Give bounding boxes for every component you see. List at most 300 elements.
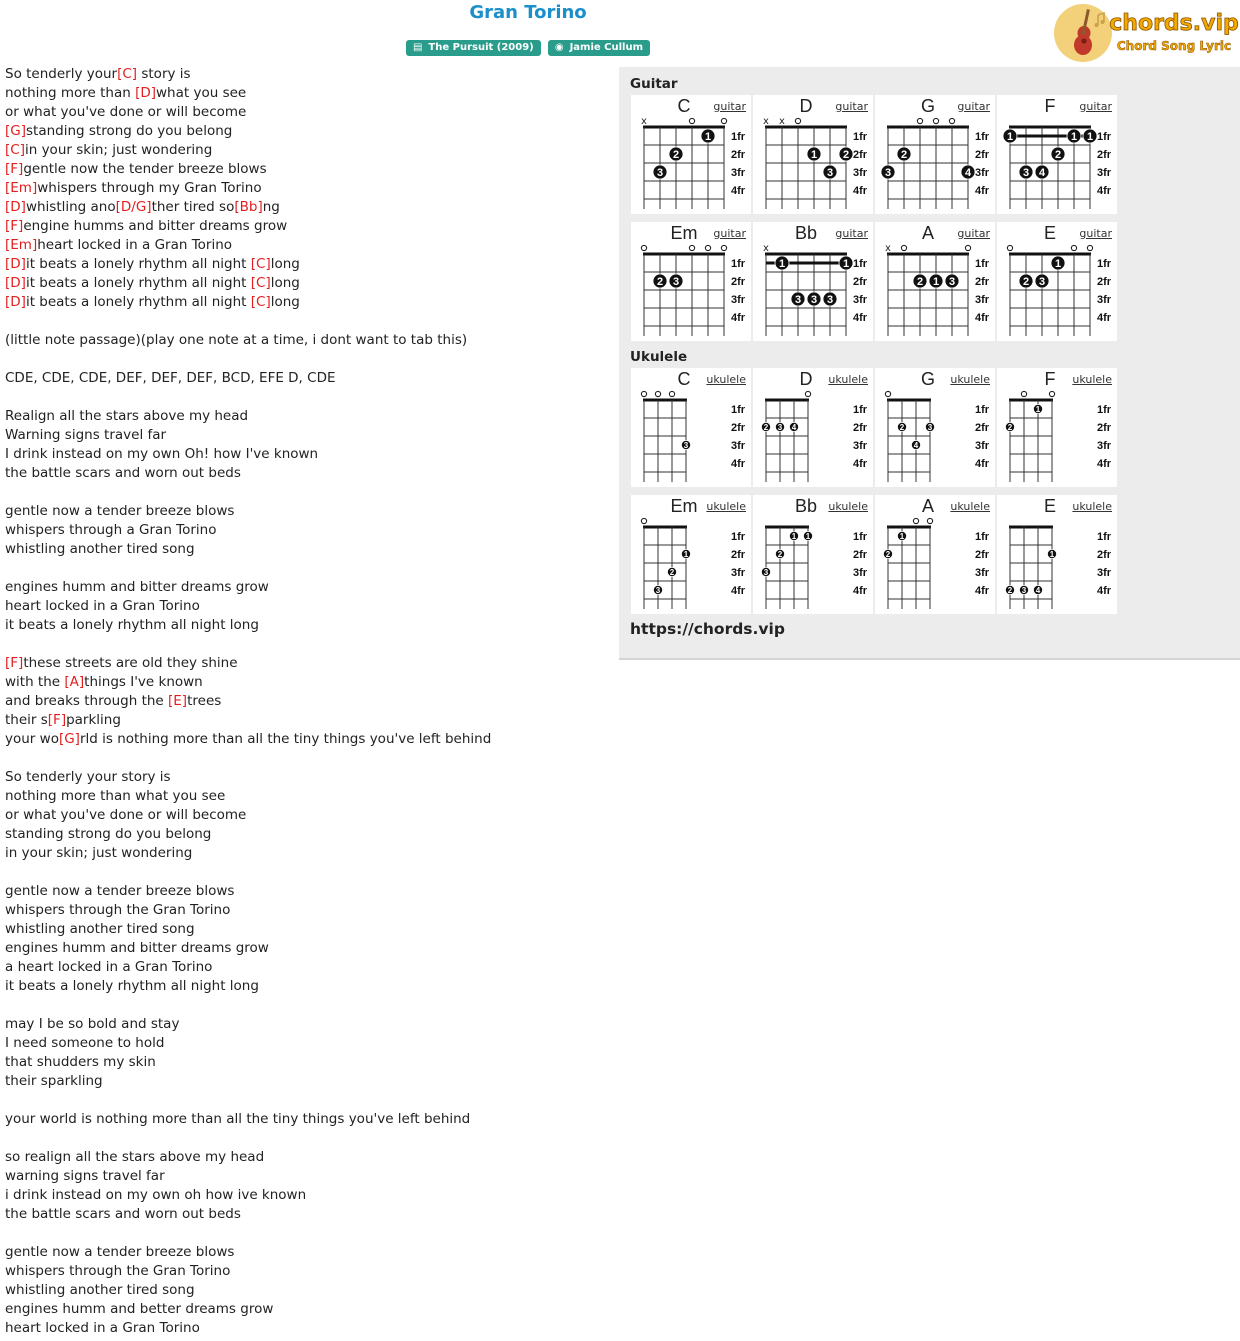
lyric-line	[5, 939, 491, 958]
guitar-link[interactable]: guitar	[957, 100, 990, 113]
lyric-line	[5, 179, 491, 198]
finger-number: 2	[669, 568, 675, 577]
open-string-marker	[901, 245, 906, 250]
ukulele-chord-e[interactable]	[997, 495, 1117, 614]
lyric-line	[5, 369, 491, 388]
guitar-chord-bb[interactable]	[753, 222, 873, 341]
fret-label: 1fr	[975, 131, 990, 143]
lyric-line	[5, 521, 491, 540]
lyric-line	[5, 977, 491, 996]
lyric-line	[5, 464, 491, 483]
lyric-line	[5, 1205, 491, 1224]
finger-number: 1	[810, 149, 818, 161]
fret-label: 2fr	[731, 149, 746, 161]
lyric-text: engines humm and better dreams grow	[5, 1301, 274, 1317]
fret-label: 1fr	[975, 258, 990, 270]
ukulele-chord-d[interactable]	[753, 368, 873, 487]
lyric-text: whispers through the Gran Torino	[5, 902, 231, 918]
lyric-text: long	[270, 256, 300, 272]
finger-number: 2	[842, 149, 850, 161]
chord-diagram	[875, 495, 995, 614]
ukulele-chord-a[interactable]	[875, 495, 995, 614]
fret-label: 2fr	[853, 276, 868, 288]
lyric-line	[5, 597, 491, 616]
chord-name: F	[1044, 96, 1056, 116]
finger-number: 1	[683, 550, 689, 559]
guitar-chord-f[interactable]	[997, 95, 1117, 214]
guitar-chord-c[interactable]	[631, 95, 751, 214]
lyric-line	[5, 350, 491, 369]
guitar-chord-a[interactable]	[875, 222, 995, 341]
finger-number: 4	[791, 423, 797, 432]
chord-marker[interactable]: [D]	[5, 199, 26, 215]
chord-diagram	[875, 222, 995, 341]
chord-name: E	[1043, 496, 1056, 516]
lyric-text: it beats a lonely rhythm all night	[25, 275, 251, 291]
lyric-text: their sparkling	[5, 1073, 103, 1089]
fret-label: 2fr	[975, 149, 990, 161]
fret-label: 1fr	[731, 258, 746, 270]
lyric-line	[5, 483, 491, 502]
chord-marker[interactable]: [F]	[47, 712, 67, 728]
lyric-line	[5, 920, 491, 939]
lyric-line	[5, 1015, 491, 1034]
chord-diagram	[631, 95, 751, 214]
chord-diagram	[997, 495, 1117, 614]
fret-label: 1fr	[1097, 404, 1112, 416]
lyric-line	[5, 407, 491, 426]
lyric-text: So tenderly your story is	[5, 769, 171, 785]
finger-number: 3	[927, 423, 933, 432]
lyric-text: gentle now the tender breeze blows	[23, 161, 267, 177]
ukulele-heading: Ukulele	[630, 349, 688, 365]
fret-label: 1fr	[1097, 131, 1112, 143]
fret-label: 2fr	[1097, 149, 1112, 161]
fret-label: 3fr	[1097, 567, 1112, 579]
chord-name: E	[1043, 223, 1056, 243]
lyric-line	[5, 1034, 491, 1053]
finger-number: 4	[964, 167, 972, 179]
lyric-text: these streets are old they shine	[23, 655, 238, 671]
open-string-marker	[1071, 245, 1076, 250]
lyric-text: your world is nothing more than all the tiny things you've left behind	[5, 1111, 471, 1127]
lyric-text: CDE, CDE, CDE, DEF, DEF, DEF, BCD, EFE D, CDE	[5, 370, 336, 386]
fret-label: 4fr	[731, 458, 746, 470]
open-string-marker	[1049, 391, 1054, 396]
lyric-line	[5, 844, 491, 863]
site-url[interactable]: https://chords.vip	[630, 620, 785, 638]
album-label: The Pursuit (2009)	[428, 42, 534, 53]
chord-marker[interactable]: [D/G]	[115, 199, 152, 215]
lyric-text: in your skin; just wondering	[24, 142, 213, 158]
lyric-text: whispers through the Gran Torino	[5, 1263, 231, 1279]
finger-number: 1	[704, 131, 712, 143]
lyric-line	[5, 1091, 491, 1110]
fret-label: 2fr	[975, 422, 990, 434]
logo-sub-text: Chord Song Lyric	[1116, 39, 1232, 53]
lyric-text: things I've known	[84, 674, 203, 690]
ukulele-link[interactable]: ukulele	[706, 500, 746, 513]
ukulele-link[interactable]: ukulele	[706, 373, 746, 386]
chord-marker[interactable]: [E]	[168, 693, 188, 709]
chord-name: Bb	[794, 496, 818, 516]
fret-label: 3fr	[1097, 294, 1112, 306]
lyric-text: nothing more than what you see	[5, 788, 226, 804]
lyric-line	[5, 1148, 491, 1167]
finger-number: 1	[805, 532, 811, 541]
chord-marker[interactable]: [Em]	[5, 237, 38, 253]
finger-number: 3	[672, 276, 680, 288]
lyric-text: gentle now a tender breeze blows	[5, 883, 235, 899]
finger-number: 4	[913, 441, 919, 450]
ukulele-chord-bb[interactable]	[753, 495, 873, 614]
open-string-marker	[655, 391, 660, 396]
album-badge[interactable]	[406, 40, 541, 56]
lyric-line	[5, 312, 491, 331]
muted-string-marker: x	[779, 116, 785, 127]
guitar-link[interactable]: guitar	[1079, 100, 1112, 113]
fret-label: 2fr	[975, 276, 990, 288]
ukulele-chord-em[interactable]	[631, 495, 751, 614]
chord-diagram	[997, 95, 1117, 214]
lyric-text: trees	[187, 693, 222, 709]
user-icon: ◉	[554, 42, 564, 53]
fret-label: 3fr	[975, 167, 990, 179]
fret-label: 3fr	[853, 440, 868, 452]
lyric-text: whistling another tired song	[5, 541, 195, 557]
fret-label: 4fr	[853, 585, 868, 597]
lyric-line	[5, 65, 491, 84]
chord-diagram	[631, 222, 751, 341]
lyric-line	[5, 84, 491, 103]
chord-marker[interactable]: [C]	[5, 142, 25, 158]
finger-number: 1	[1070, 131, 1078, 143]
chord-marker[interactable]: [F]	[5, 218, 24, 234]
open-string-marker	[917, 118, 922, 123]
guitar-chord-e[interactable]	[997, 222, 1117, 341]
finger-number: 1	[842, 258, 850, 270]
chord-diagram	[753, 368, 873, 487]
lyric-text: Warning signs travel far	[5, 427, 167, 443]
fret-label: 4fr	[975, 312, 990, 324]
lyric-line	[5, 559, 491, 578]
lyric-line	[5, 1281, 491, 1300]
guitar-chord-em[interactable]	[631, 222, 751, 341]
chord-name: A	[921, 223, 934, 243]
lyric-line	[5, 901, 491, 920]
lyric-line	[5, 958, 491, 977]
finger-number: 3	[655, 586, 661, 595]
lyric-line	[5, 1243, 491, 1262]
finger-number: 1	[1086, 131, 1094, 143]
fret-label: 3fr	[731, 440, 746, 452]
muted-string-marker: x	[641, 116, 647, 127]
ukulele-chord-f[interactable]	[997, 368, 1117, 487]
chord-name: D	[799, 369, 813, 389]
lyric-text: ther tired so	[151, 199, 235, 215]
lyric-line	[5, 806, 491, 825]
chord-name: A	[921, 496, 934, 516]
open-string-marker	[641, 518, 646, 523]
chord-marker[interactable]: [Bb]	[234, 199, 263, 215]
fret-label: 1fr	[975, 404, 990, 416]
finger-number: 3	[656, 167, 664, 179]
finger-number: 1	[899, 532, 905, 541]
lyric-text: rld is nothing more than all the tiny things you've left behind	[79, 731, 492, 747]
finger-number: 1	[1035, 405, 1041, 414]
ukulele-link[interactable]: ukulele	[950, 500, 990, 513]
lyric-line	[5, 103, 491, 122]
chord-marker[interactable]: [C]	[250, 294, 271, 310]
open-string-marker	[721, 245, 726, 250]
lyric-text: their s	[5, 712, 48, 728]
lyric-text: your wo	[5, 731, 59, 747]
lyric-text: long	[270, 294, 300, 310]
chord-name: Em	[670, 496, 698, 516]
chord-marker[interactable]: [D]	[5, 256, 26, 272]
ukulele-link[interactable]: ukulele	[828, 373, 868, 386]
lyric-line	[5, 388, 491, 407]
fret-label: 1fr	[853, 131, 868, 143]
fret-label: 3fr	[1097, 440, 1112, 452]
lyrics-block	[5, 65, 491, 1338]
open-string-marker	[689, 245, 694, 250]
open-string-marker	[965, 245, 970, 250]
ukulele-link[interactable]: ukulele	[828, 500, 868, 513]
finger-number: 2	[1007, 423, 1013, 432]
fret-label: 3fr	[853, 167, 868, 179]
lyric-text: whistling ano	[25, 199, 116, 215]
finger-number: 3	[826, 167, 834, 179]
open-string-marker	[721, 118, 726, 123]
finger-number: 3	[810, 294, 818, 306]
chord-marker[interactable]: [G]	[5, 123, 26, 139]
chord-name: Bb	[794, 223, 818, 243]
lyric-text: whistling another tired song	[5, 1282, 195, 1298]
finger-number: 1	[791, 532, 797, 541]
chord-diagram	[997, 222, 1117, 341]
lyric-text: gentle now a tender breeze blows	[5, 1244, 235, 1260]
open-string-marker	[927, 518, 932, 523]
chord-marker[interactable]: [F]	[5, 655, 24, 671]
lyric-text: it beats a lonely rhythm all night long	[5, 617, 259, 633]
chord-name: Em	[670, 223, 698, 243]
lyric-line	[5, 654, 491, 673]
chord-marker[interactable]: [C]	[117, 66, 138, 82]
finger-number: 2	[777, 550, 783, 559]
lyric-text: in your skin; just wondering	[5, 845, 193, 861]
lyric-line	[5, 1300, 491, 1319]
badge-row	[0, 35, 1056, 56]
chord-marker[interactable]: [A]	[64, 674, 85, 690]
guitar-link[interactable]: guitar	[1079, 227, 1112, 240]
lyric-text: whistling another tired song	[5, 921, 195, 937]
lyric-line	[5, 274, 491, 293]
artist-badge[interactable]	[548, 40, 650, 56]
ukulele-link[interactable]: ukulele	[1072, 373, 1112, 386]
muted-string-marker: x	[763, 243, 769, 254]
lyric-text: engine humms and bitter dreams grow	[23, 218, 288, 234]
finger-number: 2	[763, 423, 769, 432]
chord-marker[interactable]: [Em]	[5, 180, 38, 196]
fret-label: 1fr	[853, 258, 868, 270]
fret-label: 4fr	[853, 312, 868, 324]
lyric-text: story is	[137, 66, 191, 82]
lyric-line	[5, 502, 491, 521]
chord-marker[interactable]: [C]	[250, 275, 271, 291]
lyric-line	[5, 331, 491, 350]
lyric-line	[5, 635, 491, 654]
lyric-line	[5, 1262, 491, 1281]
song-title: Gran Torino	[469, 2, 587, 23]
lyric-line	[5, 236, 491, 255]
open-string-marker	[1021, 391, 1026, 396]
lyric-text: or what you've done or will become	[5, 807, 247, 823]
lyric-line	[5, 787, 491, 806]
ukulele-chord-c[interactable]	[631, 368, 751, 487]
finger-number: 3	[948, 276, 956, 288]
guitar-chord-d[interactable]	[753, 95, 873, 214]
book-icon: ▤	[412, 42, 423, 53]
chord-diagram	[631, 368, 751, 487]
guitar-link[interactable]: guitar	[713, 227, 746, 240]
chord-name: F	[1044, 369, 1056, 389]
finger-number: 1	[1049, 550, 1055, 559]
lyric-text: it beats a lonely rhythm all night	[25, 294, 251, 310]
fret-label: 4fr	[1097, 312, 1112, 324]
lyric-text: the battle scars and worn out beds	[5, 465, 241, 481]
fret-label: 2fr	[853, 149, 868, 161]
chord-diagram	[753, 95, 873, 214]
open-string-marker	[933, 118, 938, 123]
open-string-marker	[913, 518, 918, 523]
lyric-text: whispers through a Gran Torino	[5, 522, 217, 538]
fret-label: 4fr	[1097, 458, 1112, 470]
lyric-line	[5, 825, 491, 844]
finger-number: 3	[884, 167, 892, 179]
finger-number: 3	[1038, 276, 1046, 288]
lyric-line	[5, 1224, 491, 1243]
lyric-text: warning signs travel far	[5, 1168, 165, 1184]
finger-number: 2	[1007, 586, 1013, 595]
lyric-line	[5, 1053, 491, 1072]
lyric-line	[5, 1186, 491, 1205]
lyric-line	[5, 445, 491, 464]
ukulele-link[interactable]: ukulele	[950, 373, 990, 386]
fret-label: 2fr	[1097, 549, 1112, 561]
lyric-line	[5, 217, 491, 236]
ukulele-chord-g[interactable]	[875, 368, 995, 487]
lyric-text: with the	[5, 674, 65, 690]
chord-marker[interactable]: [D]	[5, 294, 26, 310]
open-string-marker	[949, 118, 954, 123]
chord-panel	[619, 67, 1240, 660]
lyric-text: nothing more than	[5, 85, 136, 101]
finger-number: 1	[1006, 131, 1014, 143]
fret-label: 4fr	[1097, 585, 1112, 597]
fret-label: 3fr	[853, 294, 868, 306]
fret-label: 2fr	[853, 549, 868, 561]
lyric-text: standing strong do you belong	[26, 123, 233, 139]
finger-number: 2	[916, 276, 924, 288]
lyric-text: So tenderly your	[5, 66, 118, 82]
finger-number: 3	[777, 423, 783, 432]
guitar-chord-g[interactable]	[875, 95, 995, 214]
artist-label: Jamie Cullum	[569, 42, 644, 53]
fret-label: 4fr	[853, 458, 868, 470]
open-string-marker	[805, 391, 810, 396]
lyric-text: heart locked in a Gran Torino	[37, 237, 233, 253]
lyric-line	[5, 882, 491, 901]
chord-name: G	[920, 369, 935, 389]
lyric-text: I need someone to hold	[5, 1035, 165, 1051]
chord-marker[interactable]: [F]	[5, 161, 24, 177]
lyric-text: whispers through my Gran Torino	[37, 180, 262, 196]
fret-label: 1fr	[853, 531, 868, 543]
lyric-text: (little note passage)(play one note at a time, i dont want to tab this)	[5, 332, 468, 348]
lyric-line	[5, 711, 491, 730]
lyric-text: Realign all the stars above my head	[5, 408, 249, 424]
chord-marker[interactable]: [C]	[250, 256, 271, 272]
logo-graphic	[1053, 3, 1240, 63]
lyric-line	[5, 1072, 491, 1091]
fret-label: 1fr	[1097, 531, 1112, 543]
lyric-line	[5, 540, 491, 559]
open-string-marker	[885, 391, 890, 396]
finger-number: 4	[1038, 167, 1046, 179]
chord-marker[interactable]: [G]	[58, 731, 80, 747]
fret-label: 4fr	[975, 458, 990, 470]
lyric-line	[5, 673, 491, 692]
lyric-line	[5, 768, 491, 787]
lyric-text: and breaks through the	[5, 693, 169, 709]
finger-number: 1	[932, 276, 940, 288]
fret-label: 3fr	[1097, 167, 1112, 179]
lyric-text: parkling	[66, 712, 121, 728]
lyric-line	[5, 996, 491, 1015]
chord-marker[interactable]: [D]	[135, 85, 157, 101]
finger-number: 2	[899, 423, 905, 432]
lyric-line	[5, 426, 491, 445]
lyric-text: so realign all the stars above my head	[5, 1149, 265, 1165]
guitar-link[interactable]: guitar	[957, 227, 990, 240]
lyric-line	[5, 160, 491, 179]
guitar-link[interactable]: guitar	[835, 100, 868, 113]
lyric-text: or what you've done or will become	[5, 104, 247, 120]
chord-name: C	[677, 369, 691, 389]
finger-number: 3	[763, 568, 769, 577]
site-logo[interactable]	[1053, 3, 1240, 63]
fret-label: 1fr	[731, 531, 746, 543]
guitar-link[interactable]: guitar	[835, 227, 868, 240]
finger-number: 2	[900, 149, 908, 161]
chord-diagram	[997, 368, 1117, 487]
finger-number: 4	[1035, 586, 1041, 595]
chord-name: D	[799, 96, 813, 116]
ukulele-link[interactable]: ukulele	[1072, 500, 1112, 513]
finger-number: 3	[683, 441, 689, 450]
lyric-text: heart locked in a Gran Torino	[5, 598, 200, 614]
finger-number: 2	[885, 550, 891, 559]
guitar-link[interactable]: guitar	[713, 100, 746, 113]
finger-number: 1	[778, 258, 786, 270]
open-string-marker	[1007, 245, 1012, 250]
chord-marker[interactable]: [D]	[5, 275, 26, 291]
fret-label: 4fr	[731, 185, 746, 197]
lyric-text: may I be so bold and stay	[5, 1016, 180, 1032]
lyric-text: it beats a lonely rhythm all night	[25, 256, 251, 272]
logo-main-text: chords.vip	[1109, 11, 1239, 36]
